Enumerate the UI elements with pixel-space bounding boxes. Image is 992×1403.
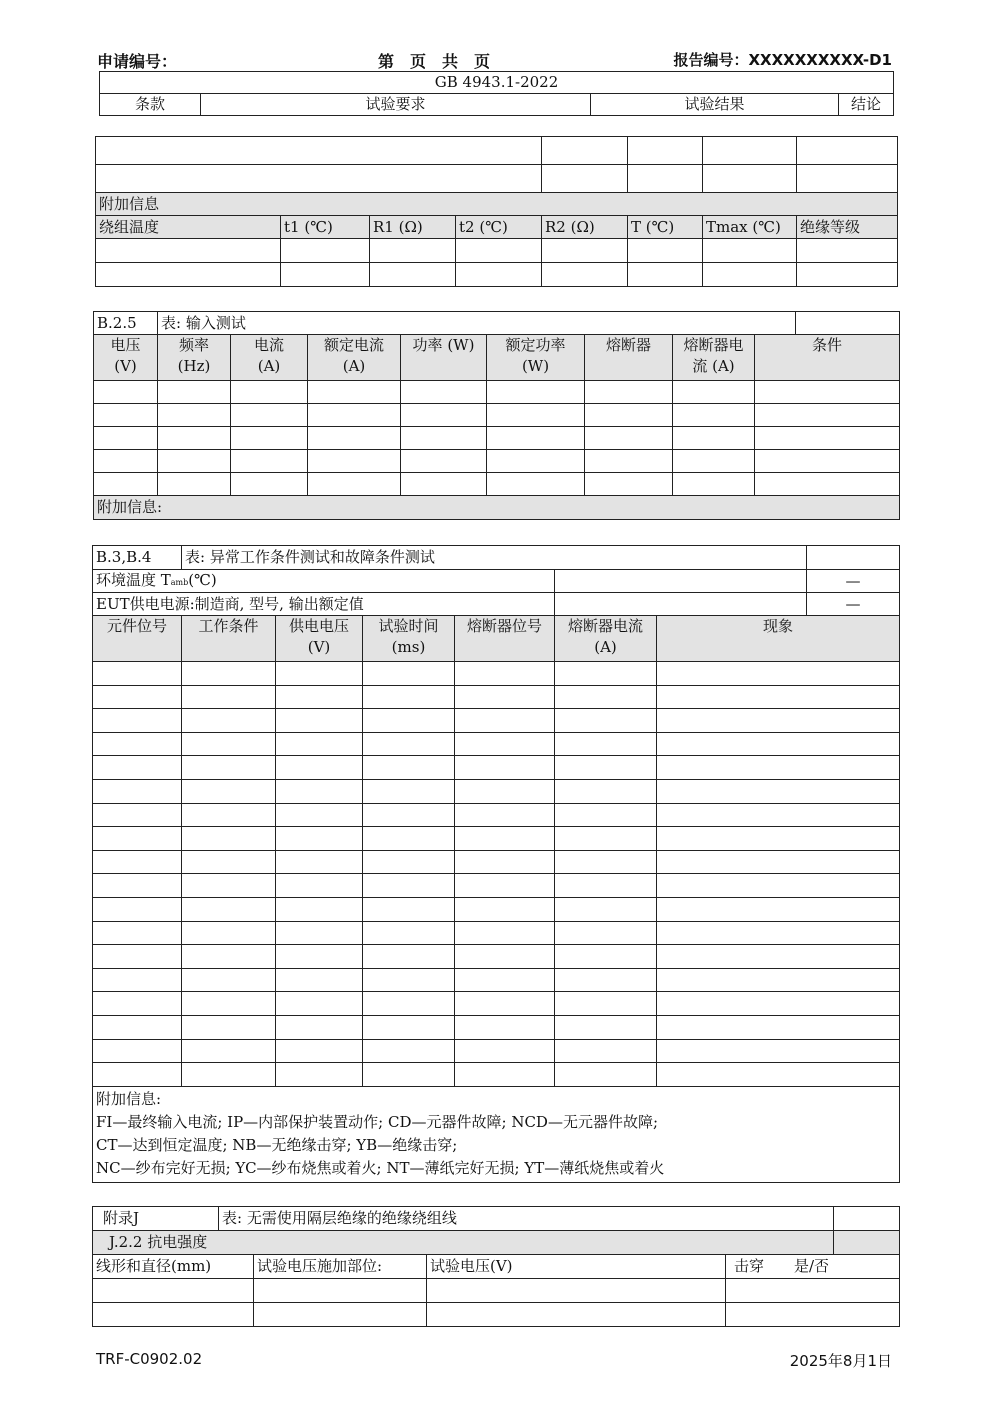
table-cell[interactable]: [755, 427, 900, 450]
page-counter: 第 页 共 页: [378, 52, 491, 71]
table-cell[interactable]: [96, 263, 281, 287]
table-cell[interactable]: [182, 850, 276, 874]
table-cell[interactable]: [657, 897, 900, 921]
table-cell[interactable]: [703, 165, 797, 193]
table-title: 表: 无需使用隔层绝缘的绝缘绕组线: [219, 1207, 834, 1231]
table-row: [94, 473, 900, 496]
input-col-header: 额定功率 (W): [487, 335, 585, 381]
table-cell[interactable]: [93, 756, 182, 780]
table-cell[interactable]: [673, 427, 755, 450]
table-cell[interactable]: [673, 473, 755, 496]
form-number: TRF-C0902.02: [96, 1350, 203, 1368]
table-cell[interactable]: [657, 827, 900, 851]
table-cell[interactable]: [555, 945, 657, 969]
table-cell[interactable]: [542, 263, 628, 287]
table-cell[interactable]: [555, 968, 657, 992]
winding-col-header: 绕组温度: [96, 216, 281, 239]
table-cell[interactable]: [427, 1279, 726, 1303]
clause-number: 附录J: [93, 1207, 219, 1231]
table-cell[interactable]: [276, 1015, 363, 1039]
table-cell[interactable]: [182, 874, 276, 898]
table-cell[interactable]: [657, 1015, 900, 1039]
table-cell[interactable]: [363, 662, 455, 686]
table-cell[interactable]: [182, 803, 276, 827]
table-cell[interactable]: [726, 1279, 900, 1303]
input-col-header: 条件: [755, 335, 900, 381]
form-date: 2025年8月1日: [789, 1352, 892, 1370]
table-title: 表: 输入测试: [158, 312, 796, 335]
table-cell[interactable]: [363, 803, 455, 827]
table-cell[interactable]: [93, 685, 182, 709]
table-cell[interactable]: [657, 779, 900, 803]
report-number: 报告编号：XXXXXXXXXX-D1: [673, 51, 892, 69]
abnormal-test-table: [92, 545, 900, 1183]
table-cell[interactable]: [555, 662, 657, 686]
table-cell[interactable]: [628, 239, 703, 263]
table-cell[interactable]: [797, 137, 898, 165]
table-cell[interactable]: [585, 404, 673, 427]
table-cell[interactable]: [703, 239, 797, 263]
table-cell[interactable]: [96, 137, 542, 165]
table-row: [94, 381, 900, 404]
table-cell[interactable]: [455, 992, 555, 1016]
table-row: [93, 921, 900, 945]
table-cell[interactable]: [797, 263, 898, 287]
table-cell[interactable]: [455, 874, 555, 898]
verdict-column-header: 结论: [839, 94, 894, 116]
table-cell[interactable]: [94, 404, 158, 427]
table-cell[interactable]: [657, 921, 900, 945]
abnormal-col-header: 元件位号: [93, 616, 182, 662]
table-cell[interactable]: [455, 945, 555, 969]
table-row: [93, 968, 900, 992]
sub-clause-title: J.2.2 抗电强度: [93, 1231, 834, 1255]
table-cell[interactable]: [94, 450, 158, 473]
table-cell[interactable]: [427, 1303, 726, 1327]
table-cell[interactable]: [93, 732, 182, 756]
verdict-cell[interactable]: [834, 1231, 900, 1255]
table-row: [96, 263, 898, 287]
abnormal-col-header: 试验时间 (ms): [363, 616, 455, 662]
table-cell[interactable]: [276, 803, 363, 827]
table-cell[interactable]: [455, 662, 555, 686]
input-col-header: 功率 (W): [401, 335, 487, 381]
table-cell[interactable]: [93, 850, 182, 874]
legend-note: NC—纱布完好无损; YC—纱布烧焦或着火; NT—薄纸完好无损; YT—薄纸烧焦或着火: [96, 1158, 665, 1177]
table-cell[interactable]: [455, 709, 555, 733]
abnormal-col-header: 熔断器电流 (A): [555, 616, 657, 662]
appendix-col-header: 击穿 是/否: [726, 1255, 900, 1279]
table-cell[interactable]: [455, 850, 555, 874]
table-row: [93, 1015, 900, 1039]
table-cell[interactable]: [276, 1063, 363, 1087]
table-cell[interactable]: [455, 732, 555, 756]
table-row: [93, 756, 900, 780]
table-cell[interactable]: [276, 921, 363, 945]
table-cell[interactable]: [363, 732, 455, 756]
verdict-cell[interactable]: [834, 1207, 900, 1231]
table-cell[interactable]: [673, 404, 755, 427]
input-col-header: 额定电流 (A): [308, 335, 401, 381]
table-row: [93, 1039, 900, 1063]
table-cell[interactable]: [231, 427, 308, 450]
table-cell[interactable]: [585, 450, 673, 473]
table-cell[interactable]: [93, 968, 182, 992]
table-cell[interactable]: [755, 450, 900, 473]
table-cell[interactable]: [308, 381, 401, 404]
table-cell[interactable]: [555, 874, 657, 898]
table-cell[interactable]: [585, 473, 673, 496]
table-cell[interactable]: [797, 165, 898, 193]
table-cell[interactable]: [93, 1279, 254, 1303]
result-column-header: 试验结果: [591, 94, 839, 116]
table-row: [93, 732, 900, 756]
table-cell[interactable]: [182, 685, 276, 709]
table-row: [93, 897, 900, 921]
table-cell[interactable]: [276, 992, 363, 1016]
table-cell[interactable]: [401, 450, 487, 473]
input-col-header: 电流 (A): [231, 335, 308, 381]
table-cell[interactable]: [555, 827, 657, 851]
table-cell[interactable]: [182, 662, 276, 686]
table-cell[interactable]: [542, 165, 628, 193]
table-row: [93, 685, 900, 709]
table-cell[interactable]: [182, 1015, 276, 1039]
table-row: [93, 1063, 900, 1087]
table-cell[interactable]: [93, 945, 182, 969]
table-cell[interactable]: [281, 239, 370, 263]
table-cell[interactable]: [182, 756, 276, 780]
table-cell[interactable]: [657, 992, 900, 1016]
table-cell[interactable]: [276, 827, 363, 851]
table-cell[interactable]: [703, 263, 797, 287]
table-cell[interactable]: [401, 427, 487, 450]
table-cell[interactable]: [487, 473, 585, 496]
table-cell[interactable]: [363, 685, 455, 709]
verdict-dash: —: [807, 570, 900, 593]
table-cell[interactable]: [276, 850, 363, 874]
table-cell[interactable]: [555, 803, 657, 827]
table-row: [93, 709, 900, 733]
table-cell[interactable]: [363, 1039, 455, 1063]
table-cell[interactable]: [657, 662, 900, 686]
table-cell[interactable]: [93, 803, 182, 827]
input-col-header: 熔断器电 流 (A): [673, 335, 755, 381]
table-cell[interactable]: [276, 968, 363, 992]
table-row: [93, 662, 900, 686]
table-cell[interactable]: [673, 450, 755, 473]
winding-table: [95, 136, 898, 287]
table-cell[interactable]: [94, 473, 158, 496]
table-cell[interactable]: [657, 732, 900, 756]
table-cell[interactable]: [254, 1279, 427, 1303]
table-cell[interactable]: [370, 263, 456, 287]
abnormal-notes: [93, 1086, 900, 1182]
verdict-dash: —: [807, 593, 900, 616]
table-cell[interactable]: [628, 263, 703, 287]
application-number-label: 申请编号：: [97, 52, 178, 71]
table-cell[interactable]: [455, 968, 555, 992]
table-cell[interactable]: [456, 239, 542, 263]
table-row: [93, 1279, 900, 1303]
table-row: [94, 404, 900, 427]
table-cell[interactable]: [555, 1063, 657, 1087]
table-cell[interactable]: [363, 992, 455, 1016]
table-cell[interactable]: [276, 709, 363, 733]
clause-column-header: 条款: [100, 94, 201, 116]
requirement-column-header: 试验要求: [201, 94, 591, 116]
table-cell[interactable]: [455, 921, 555, 945]
table-cell[interactable]: [182, 1063, 276, 1087]
table-cell[interactable]: [487, 450, 585, 473]
input-test-table: [93, 311, 900, 520]
table-cell[interactable]: [456, 263, 542, 287]
table-row: [93, 945, 900, 969]
table-cell[interactable]: [182, 827, 276, 851]
table-cell[interactable]: [401, 404, 487, 427]
table-cell[interactable]: [276, 897, 363, 921]
input-col-header: 频率 (Hz): [158, 335, 231, 381]
table-cell[interactable]: [363, 779, 455, 803]
table-cell[interactable]: [93, 709, 182, 733]
input-col-header: 电压 (V): [94, 335, 158, 381]
verdict-cell[interactable]: [796, 312, 900, 335]
abnormal-col-header: 熔断器位号: [455, 616, 555, 662]
legend-note: CT—达到恒定温度; NB—无绝缘击穿; YB—绝缘击穿;: [96, 1135, 458, 1154]
verdict-cell[interactable]: [807, 546, 900, 570]
winding-col-header: t2 (℃): [456, 216, 542, 239]
table-cell[interactable]: [96, 239, 281, 263]
table-cell[interactable]: [231, 473, 308, 496]
table-cell[interactable]: [182, 921, 276, 945]
table-cell[interactable]: [455, 685, 555, 709]
extra-info-label: 附加信息:: [94, 496, 900, 520]
table-cell[interactable]: [455, 827, 555, 851]
table-cell[interactable]: [455, 803, 555, 827]
table-cell[interactable]: [542, 137, 628, 165]
table-cell[interactable]: [363, 756, 455, 780]
table-cell[interactable]: [797, 239, 898, 263]
table-cell[interactable]: [93, 1015, 182, 1039]
table-cell[interactable]: [555, 732, 657, 756]
table-cell[interactable]: [308, 427, 401, 450]
table-cell[interactable]: [231, 404, 308, 427]
table-cell[interactable]: [555, 1039, 657, 1063]
table-cell[interactable]: [276, 945, 363, 969]
table-cell[interactable]: [755, 473, 900, 496]
table-cell[interactable]: [542, 239, 628, 263]
table-cell[interactable]: [363, 874, 455, 898]
table-cell[interactable]: [755, 381, 900, 404]
appendix-j-table: [92, 1206, 900, 1327]
table-cell[interactable]: [182, 897, 276, 921]
table-cell[interactable]: [158, 404, 231, 427]
table-cell[interactable]: [401, 473, 487, 496]
table-cell[interactable]: [401, 381, 487, 404]
table-cell[interactable]: [308, 473, 401, 496]
table-cell[interactable]: [276, 1039, 363, 1063]
table-cell[interactable]: [94, 427, 158, 450]
table-cell[interactable]: [363, 1015, 455, 1039]
winding-col-header: R2 (Ω): [542, 216, 628, 239]
table-cell[interactable]: [555, 709, 657, 733]
table-cell[interactable]: [276, 756, 363, 780]
table-cell[interactable]: [455, 1015, 555, 1039]
table-cell[interactable]: [726, 1303, 900, 1327]
table-cell[interactable]: [93, 874, 182, 898]
table-cell[interactable]: [363, 709, 455, 733]
table-cell[interactable]: [585, 427, 673, 450]
table-cell[interactable]: [231, 381, 308, 404]
table-row: [93, 874, 900, 898]
table-cell[interactable]: [182, 992, 276, 1016]
table-cell[interactable]: [281, 263, 370, 287]
table-cell[interactable]: [182, 968, 276, 992]
clause-number: B.3,B.4: [93, 546, 182, 570]
table-cell[interactable]: [363, 968, 455, 992]
table-cell[interactable]: [96, 165, 542, 193]
table-title: 表: 异常工作条件测试和故障条件测试: [182, 546, 807, 570]
table-cell[interactable]: [455, 897, 555, 921]
table-cell[interactable]: [93, 1039, 182, 1063]
table-cell[interactable]: [657, 1039, 900, 1063]
table-cell[interactable]: [657, 756, 900, 780]
table-cell[interactable]: [182, 1039, 276, 1063]
table-cell[interactable]: [363, 827, 455, 851]
table-cell[interactable]: [182, 779, 276, 803]
table-cell[interactable]: [455, 756, 555, 780]
extra-info-label: 附加信息: [96, 193, 898, 216]
table-cell[interactable]: [628, 165, 703, 193]
table-cell[interactable]: [455, 1063, 555, 1087]
input-col-header: 熔断器: [585, 335, 673, 381]
table-cell[interactable]: [755, 404, 900, 427]
table-cell[interactable]: [363, 945, 455, 969]
table-cell[interactable]: [555, 1015, 657, 1039]
abnormal-col-header: 现象: [657, 616, 900, 662]
table-cell[interactable]: [487, 404, 585, 427]
table-cell[interactable]: [93, 992, 182, 1016]
table-row: [94, 450, 900, 473]
table-cell[interactable]: [487, 427, 585, 450]
table-cell[interactable]: [182, 732, 276, 756]
table-row: [93, 779, 900, 803]
table-cell[interactable]: [657, 945, 900, 969]
table-row: [93, 803, 900, 827]
table-cell[interactable]: [703, 137, 797, 165]
winding-col-header: 绝缘等级: [797, 216, 898, 239]
table-cell[interactable]: [254, 1303, 427, 1327]
table-row: [93, 850, 900, 874]
ambient-temperature-value[interactable]: [555, 570, 807, 593]
table-cell[interactable]: [182, 945, 276, 969]
table-cell[interactable]: [93, 662, 182, 686]
table-cell[interactable]: [363, 897, 455, 921]
table-cell[interactable]: [657, 874, 900, 898]
table-cell[interactable]: [276, 685, 363, 709]
extra-info-label: 附加信息:: [96, 1089, 162, 1108]
table-cell[interactable]: [93, 779, 182, 803]
table-cell[interactable]: [93, 827, 182, 851]
table-cell[interactable]: [93, 897, 182, 921]
eut-power-supply-value[interactable]: [555, 593, 807, 616]
winding-col-header: T (℃): [628, 216, 703, 239]
table-cell[interactable]: [158, 381, 231, 404]
table-cell[interactable]: [673, 381, 755, 404]
standard-header-table: [99, 71, 894, 116]
table-cell[interactable]: [363, 1063, 455, 1087]
table-cell[interactable]: [276, 779, 363, 803]
table-row: [93, 1303, 900, 1327]
table-cell[interactable]: [657, 709, 900, 733]
legend-note: FI—最终输入电流; IP—内部保护装置动作; CD—元器件故障; NCD—无元器件故障;: [96, 1112, 659, 1131]
winding-col-header: t1 (℃): [281, 216, 370, 239]
table-row: [96, 239, 898, 263]
table-cell[interactable]: [93, 1303, 254, 1327]
appendix-col-header: 试验电压施加部位:: [254, 1255, 427, 1279]
table-cell[interactable]: [657, 1063, 900, 1087]
table-cell[interactable]: [370, 239, 456, 263]
winding-col-header: Tmax (℃): [703, 216, 797, 239]
table-cell[interactable]: [308, 404, 401, 427]
table-cell[interactable]: [555, 779, 657, 803]
table-cell[interactable]: [455, 779, 555, 803]
winding-col-header: R1 (Ω): [370, 216, 456, 239]
table-cell[interactable]: [555, 850, 657, 874]
standard-code: GB 4943.1-2022: [100, 72, 894, 94]
table-cell[interactable]: [363, 850, 455, 874]
table-cell[interactable]: [363, 921, 455, 945]
table-cell[interactable]: [276, 662, 363, 686]
table-cell[interactable]: [555, 685, 657, 709]
ambient-temperature-label: 环境温度 Tamb(℃): [93, 570, 555, 593]
table-cell[interactable]: [158, 473, 231, 496]
eut-power-supply-label: EUT供电电源:制造商, 型号, 输出额定值: [93, 593, 555, 616]
table-cell[interactable]: [657, 968, 900, 992]
table-row: [94, 427, 900, 450]
appendix-col-header: 试验电压(V): [427, 1255, 726, 1279]
clause-number: B.2.5: [94, 312, 158, 335]
table-cell[interactable]: [93, 1063, 182, 1087]
table-cell[interactable]: [657, 850, 900, 874]
table-cell[interactable]: [555, 756, 657, 780]
table-cell[interactable]: [585, 381, 673, 404]
table-cell[interactable]: [276, 874, 363, 898]
table-cell[interactable]: [231, 450, 308, 473]
abnormal-col-header: 供电电压 (V): [276, 616, 363, 662]
table-cell[interactable]: [628, 137, 703, 165]
table-cell[interactable]: [555, 992, 657, 1016]
table-cell[interactable]: [555, 897, 657, 921]
table-cell[interactable]: [555, 921, 657, 945]
table-cell[interactable]: [657, 803, 900, 827]
table-cell[interactable]: [158, 427, 231, 450]
table-cell[interactable]: [455, 1039, 555, 1063]
table-cell[interactable]: [276, 732, 363, 756]
table-row: [93, 827, 900, 851]
table-cell[interactable]: [93, 921, 182, 945]
appendix-col-header: 线形和直径(mm): [93, 1255, 254, 1279]
abnormal-col-header: 工作条件: [182, 616, 276, 662]
table-cell[interactable]: [94, 381, 158, 404]
table-cell[interactable]: [158, 450, 231, 473]
table-cell[interactable]: [182, 709, 276, 733]
table-cell[interactable]: [657, 685, 900, 709]
table-cell[interactable]: [308, 450, 401, 473]
table-row: [93, 992, 900, 1016]
table-cell[interactable]: [487, 381, 585, 404]
